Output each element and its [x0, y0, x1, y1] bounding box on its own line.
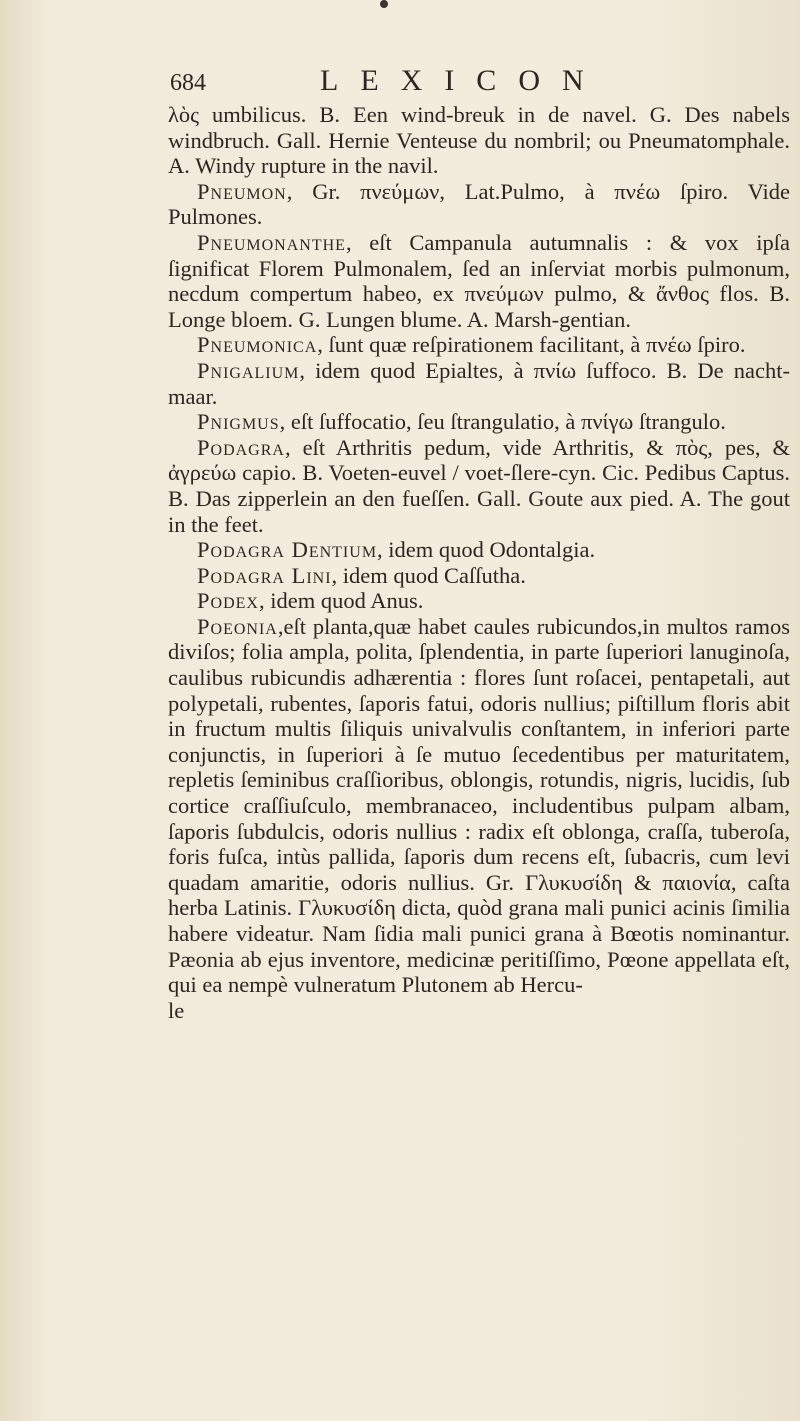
- dictionary-text: [168, 102, 790, 1023]
- page-number: 684: [170, 70, 206, 96]
- headword: Pneumon: [197, 178, 287, 204]
- headword: Pneumonanthe: [197, 229, 346, 255]
- catchword: le: [168, 997, 185, 1023]
- entry-podagra: [168, 435, 790, 537]
- headword: Podagra: [197, 434, 285, 460]
- page-header: [160, 64, 780, 100]
- entry-pnigalium: [168, 358, 790, 409]
- entry-pnigmus: [168, 409, 790, 435]
- headword: Podagra Dentium: [197, 537, 378, 563]
- entry-podex: [168, 588, 790, 614]
- entry-podagra-dentium: [168, 537, 790, 563]
- headword: Podagra Lini: [197, 562, 332, 588]
- entry-pneumonica: [168, 332, 790, 358]
- headword: Podex: [197, 588, 259, 614]
- ink-mark: [380, 0, 388, 8]
- headword: Pneumonica: [197, 332, 318, 358]
- entry-body: ,eſt planta,quæ habet caules rubicundos,in multos ramos diviſos; folia ampla, polita, ſplendentia, in parte ſuperiori lanuginoſa, caulibus rubicundis adhærentia : flores ſunt roſacei, pentapetali, aut polypetali, rubentes, ſaporis fatui, odoris nullius; piſtillum floris abit in fructum multis ſiliquis univalvulis conſtantem, in inferiori parte conjunctis, in ſuperiori à ſe mutuo ſecedentibus per maturitatem, repletis ſeminibus craſſioribus, oblongis, rotundis, nigris, lucidis, ſub cortice craſſiuſculo, membranaceo, includentibus pulpam albam, ſaporis ſubdulcis, odoris nullius : radix eſt oblonga, craſſa, tuberoſa, foris fuſca, intùs pallida, ſaporis dum recens eſt, ſubacris, cum levi quadam amaritie, odoris nullius. Gr. Γλυκυσίδη & παιονία, caſta herba Latinis. Γλυκυσίδη dicta, quòd grana mali punici acinis ſimilia habere videatur. Nam ſidia mali punici grana à Bœotis nominantur. Pæonia ab ejus inventore, medicinæ peritiſſimo, Pœone appellata eſt, qui ea nempè vulneratum Plutonem ab Hercu-: [168, 613, 790, 998]
- headword: Poeonia: [197, 613, 278, 639]
- entry-body: , idem quod Anus.: [258, 588, 424, 614]
- headword: Pnigmus: [197, 409, 280, 435]
- entry-body: , eſt Arthritis pedum, vide Arthritis, & πὸς, pes, & ἀγρεύω capio. B. Voeten-euvel / voet-ſlere-cyn. Cic. Pedibus Captus. B. Das zipperlein an den fueſſen. Gall. Goute aux pied. A. The gout in the feet.: [168, 434, 790, 537]
- entry-body: , Gr. πνεύμων, Lat.Pulmo, à πνέω ſpiro. Vide Pulmones.: [168, 178, 790, 230]
- entry-body: , eſt ſuffocatio, ſeu ſtrangulatio, à πνίγω ſtrangulo.: [279, 409, 726, 435]
- headword: Pnigalium: [197, 357, 300, 383]
- entry-body: , idem quod Epialtes, à πνίω ſuffoco. B. De nacht-maar.: [168, 357, 790, 409]
- entry-body: , idem quod Caſſutha.: [331, 562, 526, 588]
- entry-pneumonanthe: [168, 230, 790, 332]
- entry-body: , idem quod Odontalgia.: [377, 537, 596, 563]
- entry-continuation: λὸς umbilicus. B. Een wind-breuk in de navel. G. Des nabels windbruch. Gall. Hernie Venteuse du nombril; ou Pneumatomphale. A. Windy rupture in the navil.: [168, 102, 790, 179]
- running-head: LEXICON: [320, 64, 606, 97]
- entry-poeonia: [168, 614, 790, 998]
- entry-body: , eſt Campanula autumnalis : & vox ipſa ſignificat Florem Pulmonalem, ſed an inſerviat morbis pulmonum, necdum compertum habeo, ex πνεύμων pulmo, & ἄνθος flos. B. Longe bloem. G. Lungen blume. A. Marsh-gentian.: [168, 229, 790, 332]
- entry-pneumon: [168, 179, 790, 230]
- entry-body: , ſunt quæ reſpirationem facilitant, à πνέω ſpiro.: [317, 332, 746, 358]
- entry-podagra-lini: [168, 563, 790, 589]
